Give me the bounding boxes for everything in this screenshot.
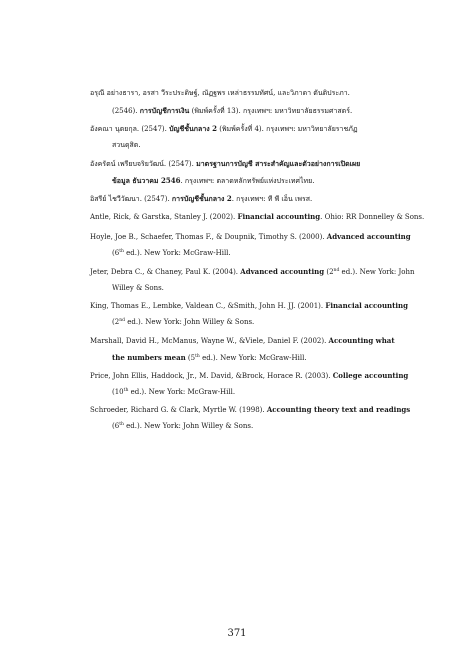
reference-title: ข้อมูล ธันวาคม 2546	[112, 176, 181, 185]
reference-line	[90, 372, 408, 380]
reference-text: สวนดุสิต.	[112, 141, 141, 149]
reference-continuation-line	[112, 389, 235, 397]
ordinal-superscript: nd	[119, 318, 125, 323]
ordinal-superscript: nd	[333, 268, 340, 273]
reference-text: (10	[112, 388, 124, 396]
reference-title: บัญชีชั้นกลาง 2	[169, 124, 217, 133]
reference-line	[90, 125, 358, 133]
reference-title: Advanced accounting	[240, 267, 325, 276]
reference-text: . กรุงเทพฯ: ที พี เอ็น เพรส.	[231, 195, 313, 203]
reference-text: Price, John Ellis, Haddock, Jr., M. David, &Brock, Horace R. (2003).	[90, 372, 333, 380]
reference-text: ed.). New York: John Willey & Sons.	[124, 318, 255, 326]
reference-text: Jeter, Debra C., & Chaney, Paul K. (2004).	[90, 268, 241, 276]
ordinal-superscript: th	[123, 388, 129, 393]
reference-line	[90, 195, 312, 203]
reference-text: ed.). New York: McGraw-Hill.	[199, 354, 307, 362]
reference-text: (2546).	[112, 107, 140, 115]
reference-text: (6	[112, 249, 120, 257]
reference-continuation-line	[112, 423, 253, 431]
reference-text: อังคณา นุตยกุล. (2547).	[90, 125, 170, 133]
reference-text: ed.). New York: McGraw-Hill.	[128, 388, 236, 396]
reference-text: อังครัตน์ เพรียบจริยวัฒน์. (2547).	[90, 160, 197, 168]
reference-title: Accounting theory text and readings	[266, 405, 411, 414]
reference-title: การบัญชีชั้นกลาง 2	[171, 194, 232, 203]
reference-line	[90, 233, 411, 241]
ordinal-superscript: th	[119, 249, 124, 254]
ordinal-superscript: th	[119, 422, 124, 427]
reference-continuation-line	[112, 142, 141, 149]
reference-continuation-line	[112, 177, 314, 185]
reference-text: ed.). New York: McGraw-Hill.	[123, 249, 231, 257]
reference-continuation-line	[112, 285, 164, 292]
reference-line	[90, 302, 408, 310]
reference-text: . Ohio: RR Donnelley & Sons.	[320, 213, 425, 221]
page-number: 371	[227, 628, 247, 639]
reference-line	[90, 337, 395, 345]
reference-text: (2	[112, 318, 120, 326]
reference-title: Advanced accounting	[326, 232, 411, 241]
reference-text: (2	[324, 268, 334, 276]
reference-text: (6	[112, 422, 120, 430]
reference-title: การบัญชีการเงิน	[139, 106, 190, 115]
reference-line	[90, 160, 360, 168]
reference-continuation-line	[112, 107, 352, 115]
reference-text: Marshall, David H., McManus, Wayne W., &Viele, Daniel F. (2002).	[90, 337, 329, 345]
reference-title: College accounting	[332, 371, 409, 380]
reference-text: อรุณี อย่างธารา, อรสา วีระประดิษฐ์, ณัฏฐพร เหล่าธรรมทัศน์, และวิภาดา ตันติประภา.	[90, 89, 350, 97]
reference-title: มาตรฐานการบัญชี สาระสำคัญและตัวอย่างการเปิดเผย	[196, 159, 361, 168]
reference-title: Accounting what	[328, 336, 395, 345]
reference-continuation-line	[112, 319, 254, 327]
reference-line	[90, 268, 415, 277]
reference-line	[90, 90, 350, 97]
reference-text: Antle, Rick, & Garstka, Stanley J. (2002).	[90, 213, 238, 221]
ordinal-superscript: th	[195, 354, 200, 359]
reference-text: อิสรีย์ ไชวีวัฒนา. (2547).	[90, 195, 172, 203]
reference-text: ed.). New York: John	[339, 268, 415, 276]
reference-text: Schroeder, Richard G. & Clark, Myrtle W. (1998).	[90, 406, 267, 414]
reference-title: Financial accounting	[325, 301, 409, 310]
reference-text: (5	[185, 354, 196, 362]
reference-text: Willey & Sons.	[112, 284, 164, 292]
reference-title: the numbers mean	[112, 353, 186, 362]
reference-text: ed.). New York: John Willey & Sons.	[123, 422, 254, 430]
reference-text: (พิมพ์ครั้งที่ 4). กรุงเทพฯ: มหาวิทยาลัยราชภัฏ	[216, 125, 358, 133]
reference-text: (พิมพ์ครั้งที่ 13). กรุงเทพฯ: มหาวิทยาลัยธรรมศาสตร์.	[189, 107, 353, 115]
reference-text: Hoyle, Joe B., Schaefer, Thomas F., & Doupnik, Timothy S. (2000).	[90, 233, 327, 241]
reference-line	[90, 213, 424, 221]
reference-line	[90, 406, 410, 414]
reference-title: Financial accounting	[237, 212, 321, 221]
reference-continuation-line	[112, 354, 307, 363]
reference-continuation-line	[112, 250, 231, 258]
reference-text: King, Thomas E., Lembke, Valdean C., &Smith, John H. JJ. (2001).	[90, 302, 326, 310]
reference-text: . กรุงเทพฯ: ตลาดหลักทรัพย์แห่งประเทศไทย.	[180, 177, 315, 185]
